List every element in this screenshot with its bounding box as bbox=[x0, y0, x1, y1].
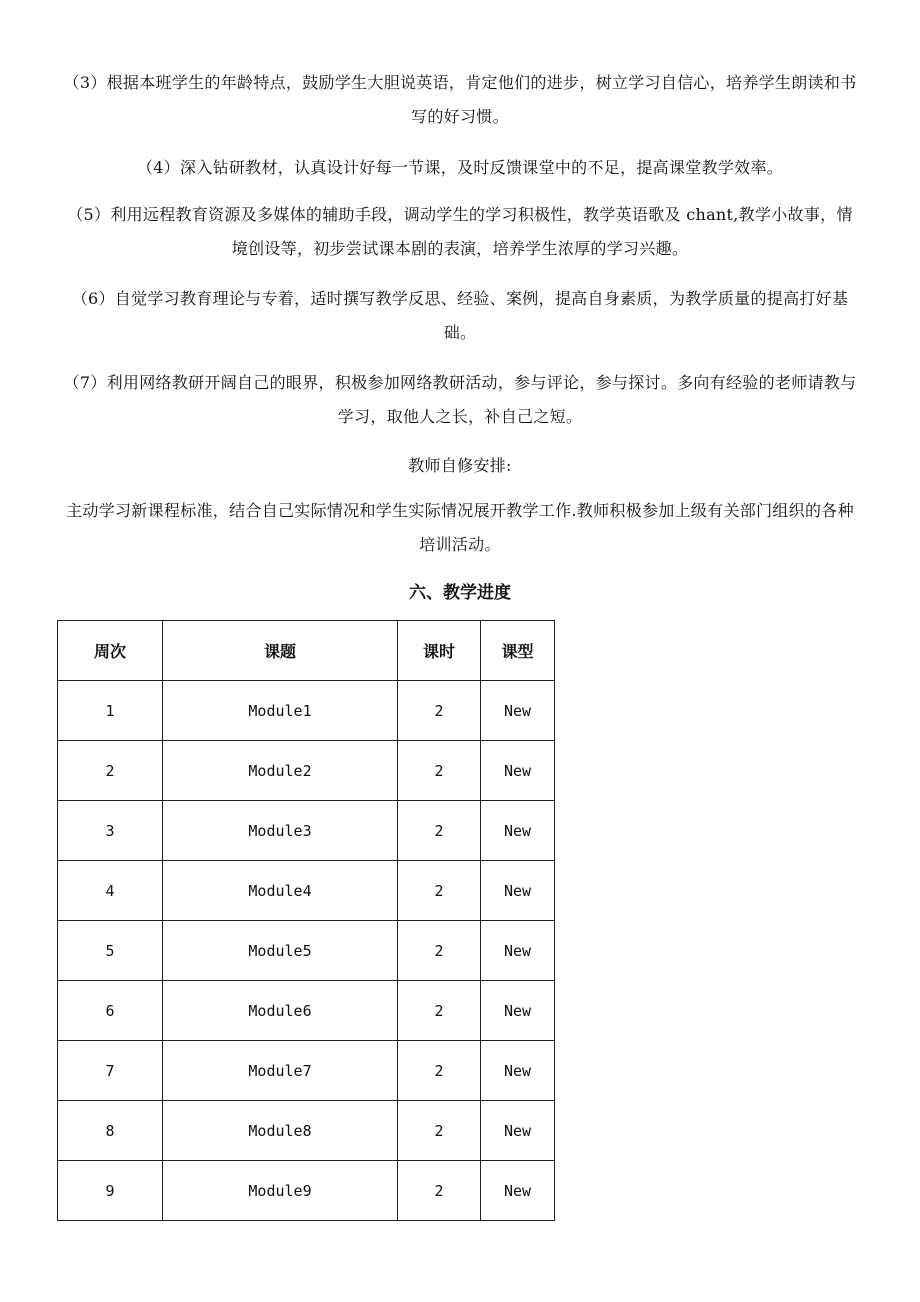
cell-week: 1 bbox=[58, 681, 163, 741]
cell-hours: 2 bbox=[398, 681, 481, 741]
header-week: 周次 bbox=[58, 621, 163, 681]
cell-week: 5 bbox=[58, 921, 163, 981]
cell-type: New bbox=[481, 861, 555, 921]
cell-topic: Module4 bbox=[163, 861, 398, 921]
cell-hours: 2 bbox=[398, 921, 481, 981]
cell-topic: Module1 bbox=[163, 681, 398, 741]
cell-week: 7 bbox=[58, 1041, 163, 1101]
self-study-heading: 教师自修安排: bbox=[408, 456, 512, 475]
paragraph-5: （5）利用远程教育资源及多媒体的辅助手段，调动学生的学习积极性，教学英语歌及 chant,教学小故事，情境创设等，初步尝试课本剧的表演，培养学生浓厚的学习兴趣。 bbox=[67, 205, 853, 258]
cell-week: 6 bbox=[58, 981, 163, 1041]
paragraph-6: （6）自觉学习教育理论与专着，适时撰写教学反思、经验、案例，提高自身素质，为教学质量的提高打好基础。 bbox=[71, 289, 849, 342]
cell-topic: Module5 bbox=[163, 921, 398, 981]
table-row bbox=[58, 1161, 555, 1221]
cell-hours: 2 bbox=[398, 801, 481, 861]
cell-hours: 2 bbox=[398, 1101, 481, 1161]
paragraph-3: （3）根据本班学生的年龄特点，鼓励学生大胆说英语，肯定他们的进步，树立学习自信心，培养学生朗读和书写的好习惯。 bbox=[63, 73, 857, 126]
cell-topic: Module6 bbox=[163, 981, 398, 1041]
header-hours: 课时 bbox=[398, 621, 481, 681]
table-row bbox=[58, 741, 555, 801]
cell-week: 3 bbox=[58, 801, 163, 861]
table-row bbox=[58, 861, 555, 921]
cell-hours: 2 bbox=[398, 1161, 481, 1221]
cell-type: New bbox=[481, 981, 555, 1041]
cell-week: 8 bbox=[58, 1101, 163, 1161]
paragraph-7: （7）利用网络教研开阔自己的眼界，积极参加网络教研活动，参与评论，参与探讨。多向有经验的老师请教与学习，取他人之长，补自己之短。 bbox=[63, 373, 857, 426]
cell-type: New bbox=[481, 1101, 555, 1161]
section-title: 六、教学进度 bbox=[409, 583, 511, 603]
table-row bbox=[58, 681, 555, 741]
table-row bbox=[58, 981, 555, 1041]
table-row bbox=[58, 1101, 555, 1161]
schedule-table bbox=[57, 620, 555, 1221]
cell-topic: Module3 bbox=[163, 801, 398, 861]
header-topic: 课题 bbox=[163, 621, 398, 681]
header-type: 课型 bbox=[481, 621, 555, 681]
table-row bbox=[58, 801, 555, 861]
paragraph-4: （4）深入钻研教材，认真设计好每一节课，及时反馈课堂中的不足，提高课堂教学效率。 bbox=[136, 158, 784, 177]
cell-hours: 2 bbox=[398, 861, 481, 921]
cell-type: New bbox=[481, 1041, 555, 1101]
self-study-paragraph: 主动学习新课程标准，结合自己实际情况和学生实际情况展开教学工作.教师积极参加上级有关部门组织的各种培训活动。 bbox=[66, 501, 854, 554]
cell-type: New bbox=[481, 921, 555, 981]
cell-hours: 2 bbox=[398, 1041, 481, 1101]
cell-topic: Module9 bbox=[163, 1161, 398, 1221]
cell-week: 9 bbox=[58, 1161, 163, 1221]
cell-topic: Module8 bbox=[163, 1101, 398, 1161]
cell-hours: 2 bbox=[398, 741, 481, 801]
cell-week: 4 bbox=[58, 861, 163, 921]
table-row bbox=[58, 921, 555, 981]
cell-type: New bbox=[481, 1161, 555, 1221]
cell-type: New bbox=[481, 801, 555, 861]
cell-type: New bbox=[481, 681, 555, 741]
cell-hours: 2 bbox=[398, 981, 481, 1041]
cell-type: New bbox=[481, 741, 555, 801]
cell-week: 2 bbox=[58, 741, 163, 801]
cell-topic: Module2 bbox=[163, 741, 398, 801]
table-row bbox=[58, 1041, 555, 1101]
table-header-row bbox=[58, 621, 555, 681]
cell-topic: Module7 bbox=[163, 1041, 398, 1101]
